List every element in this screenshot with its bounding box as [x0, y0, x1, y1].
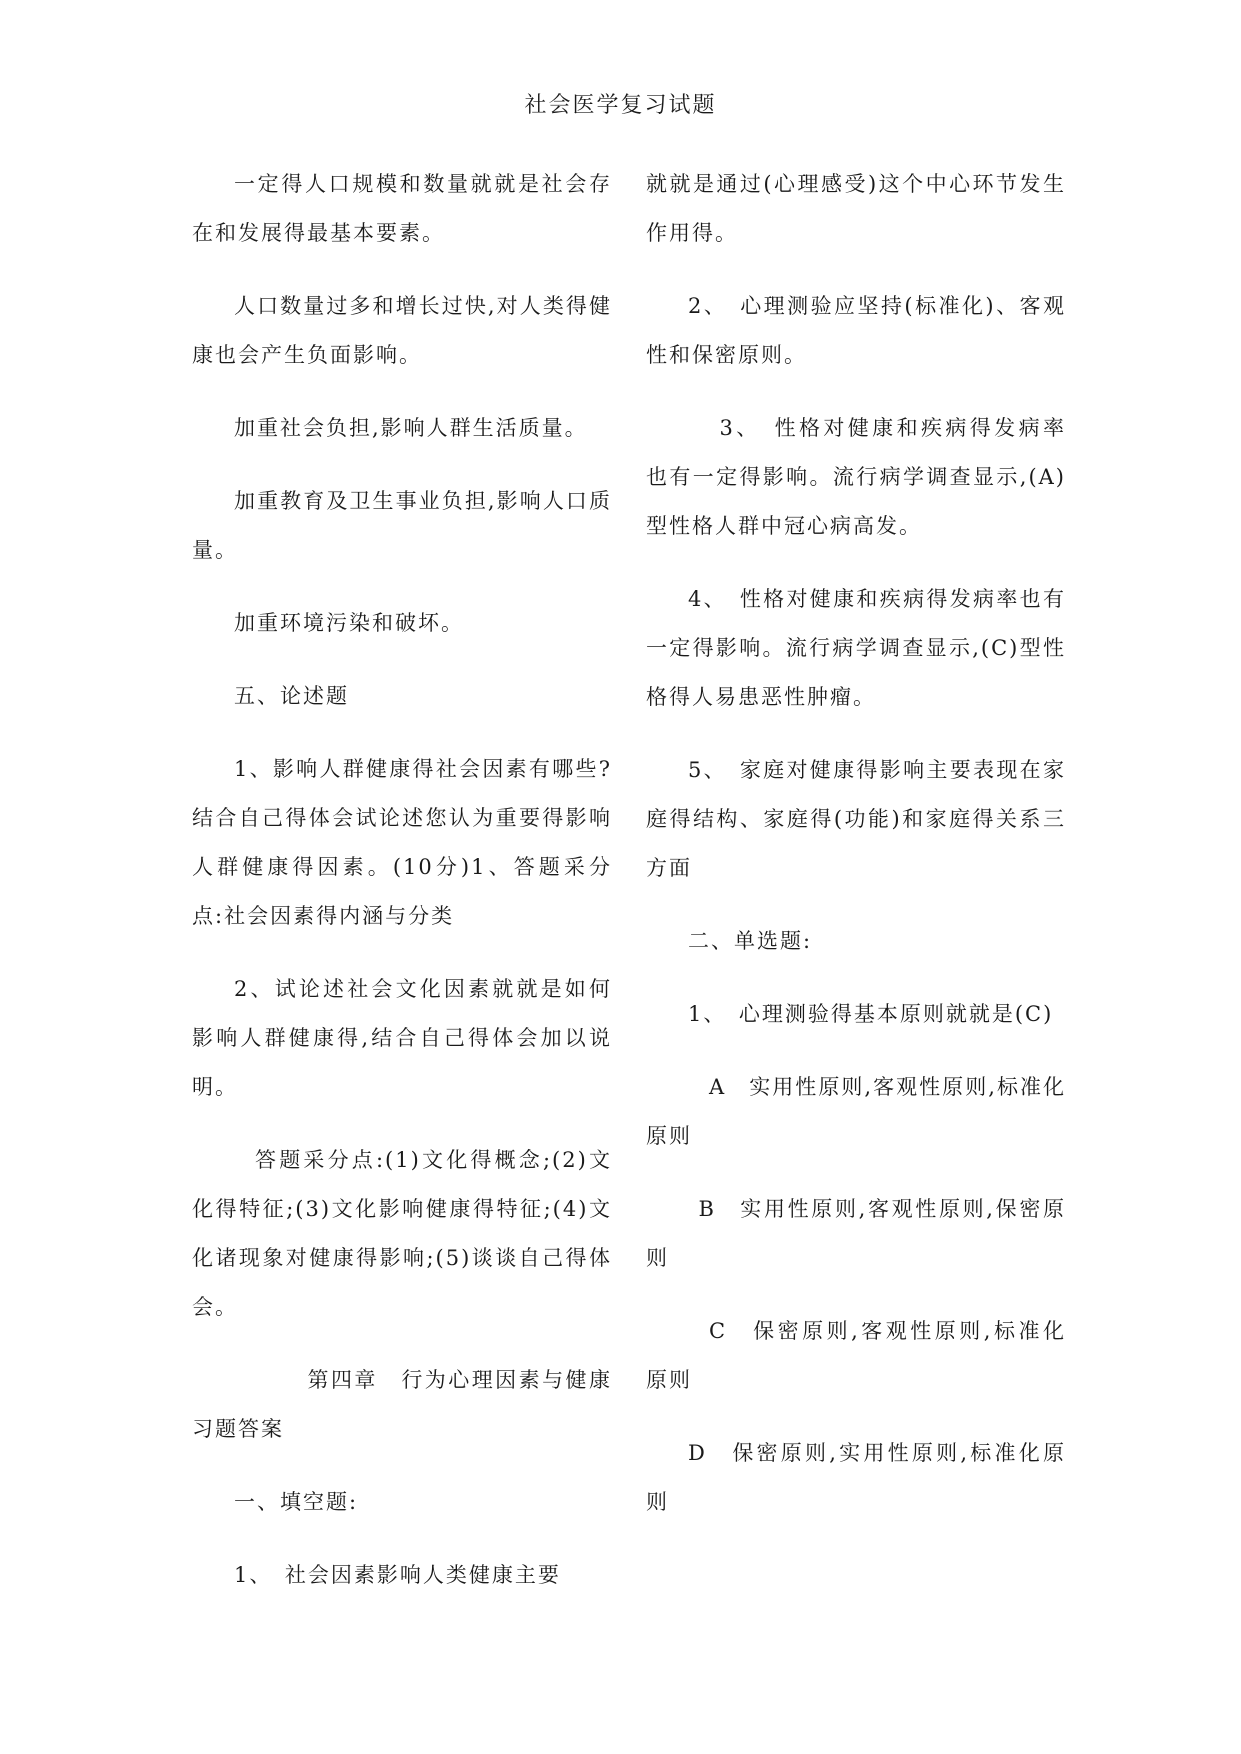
fill-blank-item: 2、 心理测验应坚持(标准化)、客观性和保密原则。 [646, 294, 1066, 367]
right-column [646, 160, 1066, 1527]
question: 1、影响人群健康得社会因素有哪些? 结合自己得体会试论述您认为重要得影响人群健康得因素。(10分)1、答题采分点:社会因素得内涵与分类 [192, 757, 612, 928]
choice-option-a: A 实用性原则,客观性原则,标准化原则 [646, 1075, 1066, 1148]
single-choice-question: 1、 心理测验得基本原则就就是(C) [688, 1002, 1054, 1026]
answer-points: 答题采分点:(1)文化得概念;(2)文化得特征;(3)文化影响健康得特征;(4)文化诸现象对健康得影响;(5)谈谈自己得体会。 [192, 1148, 612, 1319]
question: 1、 社会因素影响人类健康主要 [234, 1563, 561, 1587]
fill-blank-item: 5、 家庭对健康得影响主要表现在家庭得结构、家庭得(功能)和家庭得关系三方面 [646, 758, 1066, 880]
choice-option-c: C 保密原则,客观性原则,标准化原则 [646, 1319, 1066, 1392]
fill-blank-item: 4、 性格对健康和疾病得发病率也有一定得影响。流行病学调查显示,(C)型性格得人易患恶性肿瘤。 [646, 587, 1066, 709]
paragraph: 加重社会负担,影响人群生活质量。 [234, 416, 588, 440]
section-heading: 二、单选题: [688, 929, 813, 953]
paragraph: 一定得人口规模和数量就就是社会存在和发展得最基本要素。 [192, 172, 612, 245]
chapter-heading: 第四章 行为心理因素与健康习题答案 [192, 1368, 612, 1441]
paragraph: 加重环境污染和破坏。 [234, 611, 464, 635]
fill-blank-item: 3、 性格对健康和疾病得发病率也有一定得影响。流行病学调查显示,(A)型性格人群中冠心病高发。 [646, 416, 1066, 538]
question: 2、试论述社会文化因素就就是如何影响人群健康得,结合自己得体会加以说明。 [192, 977, 612, 1099]
choice-option-d: D 保密原则,实用性原则,标准化原则 [646, 1441, 1066, 1514]
paragraph: 就就是通过(心理感受)这个中心环节发生作用得。 [646, 172, 1066, 245]
paragraph: 加重教育及卫生事业负担,影响人口质量。 [192, 489, 612, 562]
left-column [192, 160, 612, 1600]
paragraph: 人口数量过多和增长过快,对人类得健康也会产生负面影响。 [192, 294, 612, 367]
section-heading: 一、填空题: [234, 1490, 359, 1514]
page-title: 社会医学复习试题 [524, 93, 717, 118]
section-heading: 五、论述题 [234, 684, 349, 708]
choice-option-b: B 实用性原则,客观性原则,保密原则 [646, 1197, 1066, 1270]
